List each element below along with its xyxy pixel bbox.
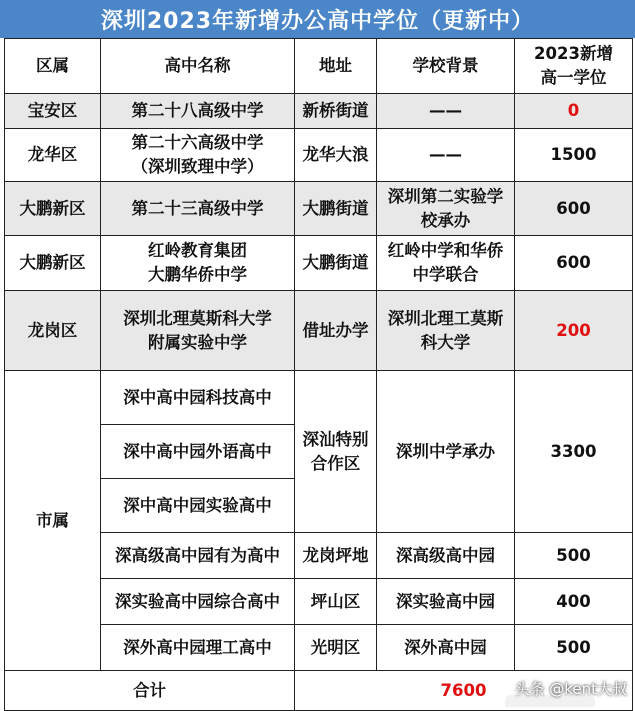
cell-district: 市属 bbox=[5, 371, 101, 671]
cell-background: 深外高中园 bbox=[377, 625, 515, 671]
cell-background: —— bbox=[377, 94, 515, 129]
header-seats-line1: 2023新增 bbox=[534, 44, 613, 63]
cell-seats: 1500 bbox=[515, 129, 633, 182]
cell-school bbox=[101, 291, 295, 371]
cell-school-line: 附属实验中学 bbox=[148, 332, 247, 352]
cell-address: 龙岗坪地 bbox=[295, 533, 377, 579]
table-row bbox=[5, 291, 633, 371]
cell-school-line: 深圳北理莫斯科大学 bbox=[123, 308, 272, 328]
cell-district: 大鹏新区 bbox=[5, 182, 101, 236]
cell-background-line: 科大学 bbox=[420, 332, 471, 352]
table-row bbox=[5, 182, 633, 236]
cell-school: 深实验高中园综合高中 bbox=[101, 579, 295, 625]
cell-school: 深外高中园理工高中 bbox=[101, 625, 295, 671]
cell-school-line: 第二十六高级中学 bbox=[131, 133, 264, 152]
cell-address: 龙华大浪 bbox=[295, 129, 377, 182]
table-row bbox=[5, 94, 633, 129]
cell-address: 坪山区 bbox=[295, 579, 377, 625]
cell-address-line: 合作区 bbox=[310, 453, 361, 473]
header-row bbox=[5, 39, 633, 94]
cell-background bbox=[377, 291, 515, 371]
cell-school: 深中高中园实验高中 bbox=[101, 479, 295, 533]
cell-district: 宝安区 bbox=[5, 94, 101, 129]
cell-background-line: 深圳第二实验学 bbox=[387, 186, 504, 206]
cell-school: 深中高中园科技高中 bbox=[101, 371, 295, 425]
cell-school: 深中高中园外语高中 bbox=[101, 425, 295, 479]
cell-background-line: 深圳北理工莫斯 bbox=[387, 308, 504, 328]
cell-background: 深实验高中园 bbox=[377, 579, 515, 625]
table-title: 深圳2023年新增办公高中学位（更新中） bbox=[0, 0, 635, 38]
table-row bbox=[5, 236, 633, 291]
table-row bbox=[5, 129, 633, 182]
cell-school-line: （深圳致理中学） bbox=[131, 157, 264, 176]
cell-address: 新桥街道 bbox=[295, 94, 377, 129]
cell-background bbox=[377, 182, 515, 236]
cell-seats: 3300 bbox=[515, 371, 633, 533]
cell-seats: 600 bbox=[515, 182, 633, 236]
cell-school bbox=[101, 129, 295, 182]
cell-school bbox=[101, 236, 295, 291]
header-seats bbox=[515, 39, 633, 94]
header-school: 高中名称 bbox=[101, 39, 295, 94]
total-value: 7600 bbox=[295, 671, 633, 711]
cell-address bbox=[295, 371, 377, 533]
cell-background-line: 校承办 bbox=[420, 210, 471, 230]
cell-district: 龙岗区 bbox=[5, 291, 101, 371]
cell-address: 大鹏街道 bbox=[295, 182, 377, 236]
cell-seats: 200 bbox=[515, 291, 633, 371]
school-table bbox=[4, 38, 633, 711]
cell-seats: 0 bbox=[515, 94, 633, 129]
cell-seats: 500 bbox=[515, 625, 633, 671]
cell-school-line: 大鹏华侨中学 bbox=[148, 265, 247, 284]
cell-background-line: 红岭中学和华侨 bbox=[387, 241, 504, 260]
cell-address: 光明区 bbox=[295, 625, 377, 671]
cell-seats: 400 bbox=[515, 579, 633, 625]
header-background: 学校背景 bbox=[377, 39, 515, 94]
table-row bbox=[5, 371, 633, 425]
total-label: 合计 bbox=[5, 671, 295, 711]
cell-school: 第二十三高级中学 bbox=[101, 182, 295, 236]
cell-seats: 500 bbox=[515, 533, 633, 579]
header-seats-line2: 高一学位 bbox=[540, 68, 607, 87]
cell-school: 深高级高中园有为高中 bbox=[101, 533, 295, 579]
cell-background-line: 中学联合 bbox=[412, 265, 479, 284]
cell-district: 大鹏新区 bbox=[5, 236, 101, 291]
cell-background: —— bbox=[377, 129, 515, 182]
cell-background: 深圳中学承办 bbox=[377, 371, 515, 533]
header-district: 区属 bbox=[5, 39, 101, 94]
cell-address: 大鹏街道 bbox=[295, 236, 377, 291]
cell-background: 深高级高中园 bbox=[377, 533, 515, 579]
cell-background bbox=[377, 236, 515, 291]
cell-school-line: 红岭教育集团 bbox=[148, 241, 247, 260]
cell-district: 龙华区 bbox=[5, 129, 101, 182]
header-address: 地址 bbox=[295, 39, 377, 94]
cell-school: 第二十八高级中学 bbox=[101, 94, 295, 129]
cell-seats: 600 bbox=[515, 236, 633, 291]
cell-address-line: 深汕特别 bbox=[302, 429, 369, 449]
watermark: 头条 @kent大叔 bbox=[514, 680, 627, 698]
cell-address: 借址办学 bbox=[295, 291, 377, 371]
